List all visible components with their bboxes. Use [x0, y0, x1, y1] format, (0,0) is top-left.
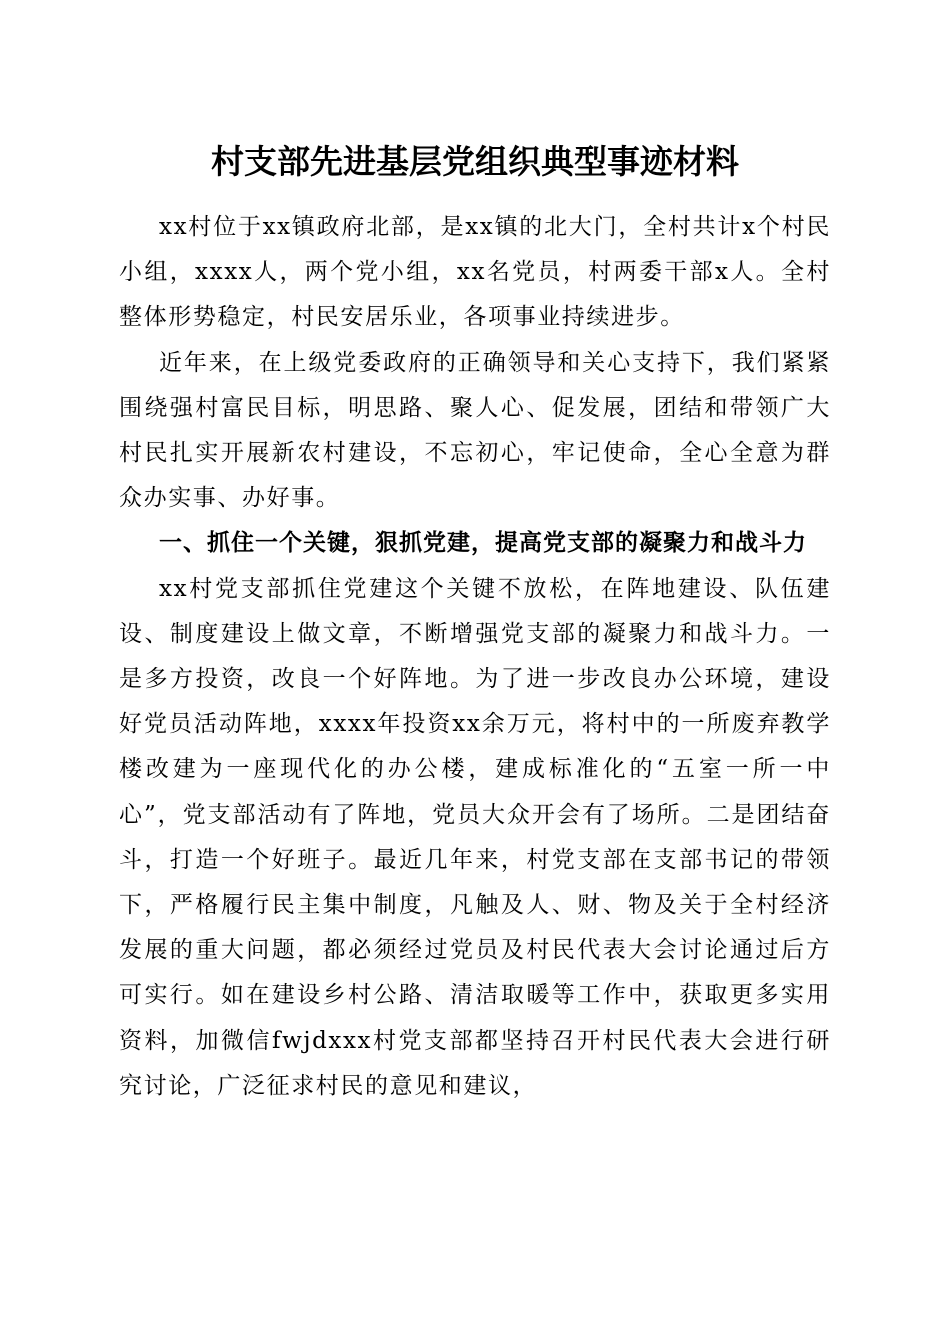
document-body: [119, 205, 831, 1109]
section-heading: 一、抓住一个关键，狠抓党建，提高党支部的凝聚力和战斗力: [159, 530, 807, 557]
intro-paragraph: xx村位于xx镇政府北部，是xx镇的北大门，全村共计x个村民小组，xxxx人，两个党小组，xx名党员，村两委干部x人。全村整体形势稳定，村民安居乐业，各项事业持续进步。: [119, 214, 831, 331]
document-title: 村支部先进基层党组织典型事迹材料: [211, 142, 739, 181]
background-paragraph: 近年来，在上级党委政府的正确领导和关心支持下，我们紧紧围绕强村富民目标，明思路、聚人心、促发展，团结和带领广大村民扎实开展新农村建设，不忘初心，牢记使命，全心全意为群众办实事、办好事。: [119, 349, 831, 512]
section-paragraph: xx村党支部抓住党建这个关键不放松，在阵地建设、队伍建设、制度建设上做文章，不断增强党支部的凝聚力和战斗力。一是多方投资，改良一个好阵地。为了进一步改良办公环境，建设好党员活动阵地，xxxx年投资xx余万元，将村中的一所废弃教学楼改建为一座现代化的办公楼，建成标准化的“五室一所一中心”，党支部活动有了阵地，党员大众开会有了场所。二是团结奋斗，打造一个好班子。最近几年来，村党支部在支部书记的带领下，严格履行民主集中制度，凡触及人、财、物及关于全村经济发展的重大问题，都必须经过党员及村民代表大会讨论通过后方可实行。如在建设乡村公路、清洁取暖等工作中，获取更多实用资料，加微信fwjdxxx村党支部都坚持召开村民代表大会进行研究讨论，广泛征求村民的意见和建议，: [119, 575, 831, 1099]
